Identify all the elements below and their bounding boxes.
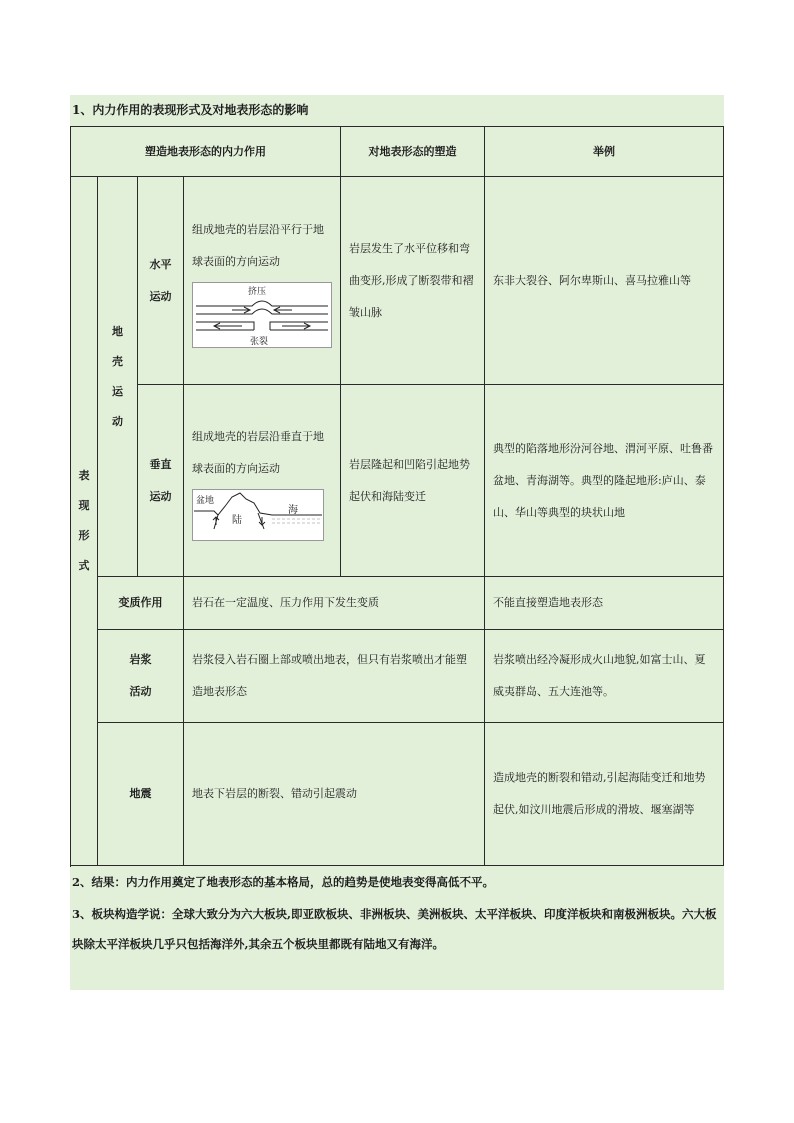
vertical-desc: 组成地壳的岩层沿垂直于地球表面的方向运动 bbox=[192, 429, 324, 475]
horizontal-desc-cell bbox=[184, 177, 341, 385]
table-row-magma bbox=[71, 630, 724, 723]
table-header-row bbox=[71, 127, 724, 177]
metamorphism-example: 不能直接塑造地表形态 bbox=[485, 577, 724, 630]
horizontal-label-cell: 水平 运动 bbox=[138, 177, 184, 385]
header-effect: 对地表形态的塑造 bbox=[341, 127, 485, 177]
header-internal-forces: 塑造地表形态的内力作用 bbox=[71, 127, 341, 177]
magma-label-cell: 岩浆 活动 bbox=[98, 630, 184, 723]
magma-effect: 岩浆侵入岩石圈上部或喷出地表，但只有岩浆喷出才能塑造地表形态 bbox=[184, 630, 485, 723]
metamorphism-label: 变质作用 bbox=[98, 577, 184, 630]
metamorphism-effect: 岩石在一定温度、压力作用下发生变质 bbox=[184, 577, 485, 630]
internal-forces-table bbox=[70, 126, 724, 866]
earthquake-label: 地震 bbox=[98, 723, 184, 866]
table-row-vertical bbox=[71, 385, 724, 577]
earthquake-effect: 地表下岩层的断裂、错动引起震动 bbox=[184, 723, 485, 866]
diagram-label-land: 陆 bbox=[232, 514, 242, 526]
header-example: 举例 bbox=[485, 127, 724, 177]
horizontal-movement-diagram bbox=[192, 282, 332, 348]
horizontal-desc: 组成地壳的岩层沿平行于地球表面的方向运动 bbox=[192, 222, 324, 268]
document-page bbox=[70, 95, 724, 990]
vertical-example: 典型的陷落地形汾河谷地、渭河平原、吐鲁番盆地、青海湖等。典型的隆起地形:庐山、泰山、华山等典型的块状山地 bbox=[485, 385, 724, 577]
summary-result: 2、结果：内力作用奠定了地表形态的基本格局，总的趋势是使地表变得高低不平。 bbox=[72, 875, 494, 889]
diagram-label-rift: 张裂 bbox=[250, 336, 269, 347]
diagram-label-sea: 海 bbox=[288, 504, 298, 516]
crust-movement-label-cell: 地 壳 运 动 bbox=[98, 177, 138, 577]
horizontal-effect: 岩层发生了水平位移和弯曲变形,形成了断裂带和褶皱山脉 bbox=[341, 177, 485, 385]
table-row-earthquake bbox=[71, 723, 724, 866]
summary-plate-tectonics: 3、板块构造学说：全球大致分为六大板块,即亚欧板块、非洲板块、美洲板块、太平洋板块、印度洋板块和南极洲板块。六大板块除太平洋板块几乎只包括海洋外,其余五个板块里都既有陆地又有海洋。 bbox=[72, 907, 717, 951]
vertical-label-cell: 垂直 运动 bbox=[138, 385, 184, 577]
vertical-desc-cell bbox=[184, 385, 341, 577]
earthquake-example: 造成地壳的断裂和错动,引起海陆变迁和地势起伏,如汶川地震后形成的滑坡、堰塞湖等 bbox=[485, 723, 724, 866]
magma-example: 岩浆喷出经冷凝形成火山地貌,如富士山、夏威夷群岛、五大连池等。 bbox=[485, 630, 724, 723]
vertical-effect: 岩层隆起和凹陷引起地势起伏和海陆变迁 bbox=[341, 385, 485, 577]
diagram-label-basin: 盆地 bbox=[196, 495, 215, 506]
vertical-movement-diagram bbox=[192, 489, 324, 541]
table-row-metamorphism bbox=[71, 577, 724, 630]
section-heading: 1、内力作用的表现形式及对地表形态的影响 bbox=[72, 103, 309, 117]
table-row-horizontal bbox=[71, 177, 724, 385]
group-label-cell: 表 现 形 式 bbox=[71, 177, 98, 866]
diagram-label-compression: 挤压 bbox=[248, 286, 267, 297]
horizontal-example: 东非大裂谷、阿尔卑斯山、喜马拉雅山等 bbox=[485, 177, 724, 385]
